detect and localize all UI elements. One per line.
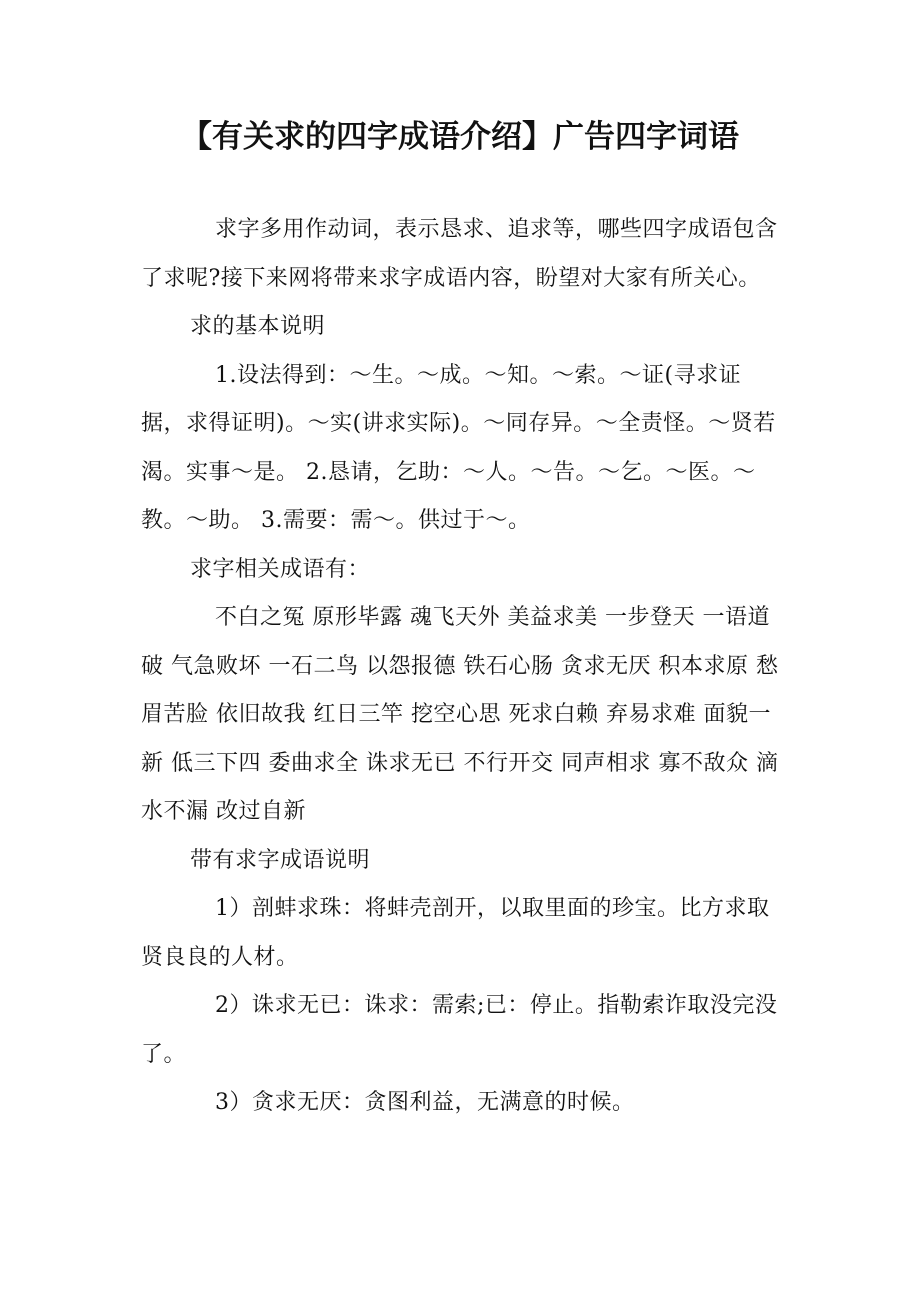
explanation-item: 2）诛求无已：诛求：需索;已：停止。指勒索诈取没完没了。 — [141, 993, 778, 1067]
explain-heading: 带有求字成语说明 — [190, 847, 371, 873]
idioms-paragraph: 不白之冤 原形毕露 魂飞天外 美益求美 一步登天 一语道破 气急败坏 一石二鸟 以怨报德 铁石心肠 贪求无厌 积本求原 愁眉苦脸 依旧故我 红日三竿 挖空心思 死求白赖 弃易求难 面貌一新 低三下四 委曲求全 诛求无已 不行开交 同声相求 寡不敌众 滴水不漏 改过自新 — [141, 605, 779, 824]
basic-paragraph: 1.设法得到：～生。～成。～知。～索。～证(寻求证据，求得证明)。～实(讲求实际)。～同存异。～全责怪。～贤若渴。实事～是。 2.恳请，乞助：～人。～告。～乞。～医。～教。～助。 3.需要：需～。供过于～。 — [141, 362, 776, 533]
explanation-item: 3）贪求无厌：贪图利益，无满意的时候。 — [215, 1090, 635, 1115]
document-body — [141, 206, 781, 1128]
explanation-item: 1）剖蚌求珠：将蚌壳剖开，以取里面的珍宝。比方求取贤良良的人材。 — [141, 896, 770, 970]
basic-heading: 求的基本说明 — [190, 314, 326, 339]
related-heading: 求字相关成语有： — [190, 556, 371, 582]
intro-paragraph: 求字多用作动词，表示恳求、追求等，哪些四字成语包含了求呢?接下来网将带来求字成语内容，盼望对大家有所关心。 — [141, 217, 778, 291]
document-title: 【有关求的四字成语介绍】广告四字词语 — [181, 119, 739, 155]
